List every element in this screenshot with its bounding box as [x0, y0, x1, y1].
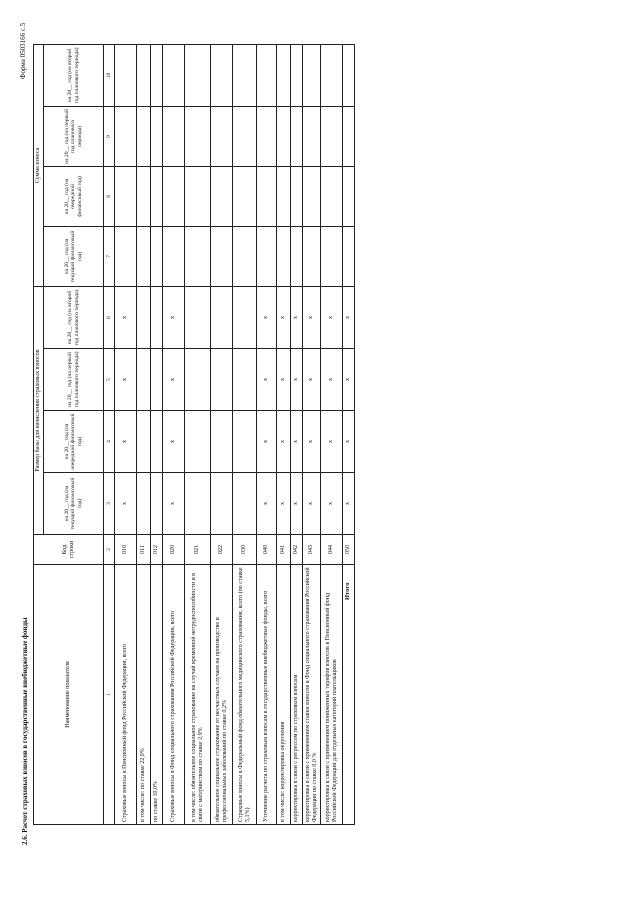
- base-cell: х: [291, 349, 303, 411]
- form-number: Форма 0503166 с.5: [19, 22, 27, 79]
- column-number: 4: [104, 411, 115, 473]
- base-cell: [233, 349, 257, 411]
- sum-cell: [211, 44, 233, 106]
- sum-cell: [163, 227, 185, 287]
- column-number: 5: [104, 349, 115, 411]
- header-sum-current: на 20__ год (на текущий финансовый год): [44, 227, 104, 287]
- sum-cell: [291, 227, 303, 287]
- row-name: в том числе: обязательное социальное страхование на случай временной нетрудоспособности и в связи с материнством по ставке 2,9%: [185, 565, 211, 825]
- row-code: 021: [185, 535, 211, 565]
- row-code: 041: [277, 535, 291, 565]
- base-cell: х: [257, 411, 277, 473]
- base-cell: [151, 349, 163, 411]
- sum-cell: [291, 167, 303, 227]
- base-cell: [151, 287, 163, 349]
- table-row: [151, 44, 163, 824]
- sum-cell: [303, 107, 321, 167]
- base-cell: х: [277, 473, 291, 535]
- sum-cell: [151, 107, 163, 167]
- row-code: 042: [291, 535, 303, 565]
- base-cell: х: [163, 473, 185, 535]
- base-cell: х: [343, 349, 355, 411]
- base-cell: х: [303, 287, 321, 349]
- table-body: [115, 44, 355, 824]
- column-number: 10: [104, 44, 115, 106]
- base-cell: [211, 411, 233, 473]
- sum-cell: [277, 44, 291, 106]
- row-name: по ставке 10,0%: [151, 565, 163, 825]
- row-name: в том числе: по ставке 22,0%: [137, 565, 151, 825]
- base-cell: х: [163, 287, 185, 349]
- base-cell: [185, 287, 211, 349]
- row-code: 030: [233, 535, 257, 565]
- table-row: [137, 44, 151, 824]
- base-cell: х: [115, 287, 137, 349]
- base-cell: [233, 287, 257, 349]
- sum-cell: [321, 167, 343, 227]
- header-base-second: на 20__ год (на второй год планового периода): [44, 287, 104, 349]
- base-cell: х: [303, 349, 321, 411]
- sum-cell: [151, 44, 163, 106]
- column-number: 8: [104, 167, 115, 227]
- sum-cell: [277, 107, 291, 167]
- sum-cell: [321, 227, 343, 287]
- sum-cell: [185, 107, 211, 167]
- sum-cell: [185, 167, 211, 227]
- header-sum-second: на 20__ год (на второй год планового периода): [44, 44, 104, 106]
- base-cell: х: [163, 411, 185, 473]
- base-cell: [137, 287, 151, 349]
- header-base-current: на 20__ год (на текущий финансовый год): [44, 473, 104, 535]
- base-cell: х: [257, 349, 277, 411]
- base-cell: х: [115, 349, 137, 411]
- sum-cell: [343, 44, 355, 106]
- base-cell: х: [343, 287, 355, 349]
- table-row: [163, 44, 185, 824]
- row-code: 040: [257, 535, 277, 565]
- header-name: Наименование показателя: [34, 565, 104, 825]
- base-cell: х: [277, 349, 291, 411]
- base-cell: х: [291, 411, 303, 473]
- table-row: [343, 44, 355, 824]
- base-cell: х: [257, 473, 277, 535]
- sum-cell: [185, 44, 211, 106]
- base-cell: х: [303, 411, 321, 473]
- column-number: 7: [104, 227, 115, 287]
- base-cell: [137, 473, 151, 535]
- row-name: Уточнение расчета по страховым взносам в государственные внебюджетные фонды, всего: [257, 565, 277, 825]
- table-row: [303, 44, 321, 824]
- sum-cell: [115, 227, 137, 287]
- row-code: 020: [163, 535, 185, 565]
- column-number: 9: [104, 107, 115, 167]
- column-number: 1: [104, 565, 115, 825]
- sum-cell: [257, 44, 277, 106]
- table-row: [211, 44, 233, 824]
- sum-cell: [137, 227, 151, 287]
- sum-cell: [277, 167, 291, 227]
- table-row: [291, 44, 303, 824]
- sum-cell: [163, 44, 185, 106]
- header-sum-group: Сумма взноса: [34, 44, 44, 286]
- base-cell: х: [291, 287, 303, 349]
- base-cell: х: [277, 287, 291, 349]
- table-row: [321, 44, 343, 824]
- sum-cell: [257, 167, 277, 227]
- sum-cell: [233, 107, 257, 167]
- base-cell: х: [343, 473, 355, 535]
- row-name: Страховые взносы в Пенсионный фонд Российской Федерации, всего: [115, 565, 137, 825]
- base-cell: х: [343, 411, 355, 473]
- row-name: Страховые взносы в Федеральный фонд обязательного медицинского страхования, всего (по ставке 5,1%): [233, 565, 257, 825]
- sum-cell: [211, 167, 233, 227]
- sum-cell: [291, 107, 303, 167]
- header-sum-next: на 20__ год (на очередной финансовый год): [44, 167, 104, 227]
- base-cell: [233, 411, 257, 473]
- total-label: Итого: [344, 582, 351, 600]
- sum-cell: [137, 167, 151, 227]
- base-cell: [137, 349, 151, 411]
- row-name: корректировка в связи с применением пониженных тарифов взносов в Пенсионный фонд Российской Федерации для отдельных категорий плательщиков: [321, 565, 343, 825]
- table-row: [257, 44, 277, 824]
- row-name: Страховые взносы в Фонд социального страхования Российской Федерации, всего: [163, 565, 185, 825]
- sum-cell: [343, 227, 355, 287]
- header-base-first: на 20__ год (на первый год планового периода): [44, 349, 104, 411]
- table-row: [115, 44, 137, 824]
- sum-cell: [163, 107, 185, 167]
- table-row: [277, 44, 291, 824]
- base-cell: х: [163, 349, 185, 411]
- base-cell: [211, 287, 233, 349]
- row-code: 010: [115, 535, 137, 565]
- base-cell: х: [321, 473, 343, 535]
- base-cell: х: [257, 287, 277, 349]
- sum-cell: [321, 44, 343, 106]
- base-cell: [211, 349, 233, 411]
- base-cell: [151, 411, 163, 473]
- row-code: 044: [321, 535, 343, 565]
- row-code: 050: [343, 535, 355, 565]
- base-cell: х: [291, 473, 303, 535]
- sum-cell: [343, 107, 355, 167]
- sum-cell: [185, 227, 211, 287]
- base-cell: [211, 473, 233, 535]
- sum-cell: [137, 107, 151, 167]
- sum-cell: [291, 44, 303, 106]
- row-code: 022: [211, 535, 233, 565]
- row-name: [343, 565, 355, 825]
- sum-cell: [321, 107, 343, 167]
- sum-cell: [277, 227, 291, 287]
- base-cell: [151, 473, 163, 535]
- header-base-next: на 20__ год (на очередной финансовый год): [44, 411, 104, 473]
- sum-cell: [233, 227, 257, 287]
- base-cell: х: [303, 473, 321, 535]
- sum-cell: [151, 167, 163, 227]
- base-cell: х: [115, 473, 137, 535]
- base-cell: х: [277, 411, 291, 473]
- sum-cell: [137, 44, 151, 106]
- sum-cell: [257, 227, 277, 287]
- sum-cell: [211, 227, 233, 287]
- base-cell: [233, 473, 257, 535]
- column-number: 2: [104, 535, 115, 565]
- sum-cell: [115, 167, 137, 227]
- sum-cell: [115, 44, 137, 106]
- column-number: 3: [104, 473, 115, 535]
- column-number: 6: [104, 287, 115, 349]
- sum-cell: [343, 167, 355, 227]
- row-name: корректировка в связи с регрессом по страховым взносам: [291, 565, 303, 825]
- base-cell: х: [115, 411, 137, 473]
- sum-cell: [233, 167, 257, 227]
- row-code: 012: [151, 535, 163, 565]
- sum-cell: [115, 107, 137, 167]
- row-code: 043: [303, 535, 321, 565]
- row-code: 011: [137, 535, 151, 565]
- header-code: Код строки: [34, 535, 104, 565]
- row-name: обязательное социальное страхование от несчастных случаев на производстве и профессиональных заболеваний по ставке 0,2%: [211, 565, 233, 825]
- base-cell: х: [321, 349, 343, 411]
- base-cell: [185, 473, 211, 535]
- sum-cell: [303, 167, 321, 227]
- header-sum-first: на 20__ год (на первый год планового периода): [44, 107, 104, 167]
- base-cell: х: [321, 287, 343, 349]
- contributions-table: [33, 44, 355, 825]
- sum-cell: [303, 227, 321, 287]
- sum-cell: [151, 227, 163, 287]
- table-row: [185, 44, 211, 824]
- section-title: 2.6. Расчет страховых взносов в государственные внебюджетные фонды: [21, 617, 29, 845]
- sum-cell: [303, 44, 321, 106]
- sum-cell: [163, 167, 185, 227]
- base-cell: [137, 411, 151, 473]
- sum-cell: [233, 44, 257, 106]
- base-cell: [185, 349, 211, 411]
- row-name: в том числе: корректировка округления: [277, 565, 291, 825]
- table-row: [233, 44, 257, 824]
- sum-cell: [211, 107, 233, 167]
- base-cell: х: [321, 411, 343, 473]
- header-base-group: Размер базы для начисления страховых взносов: [34, 287, 44, 535]
- sum-cell: [257, 107, 277, 167]
- base-cell: [185, 411, 211, 473]
- row-name: корректировка в связи с применением ставки взносов в Фонд социального страхования Российской Федерации по ставке 0,0 %: [303, 565, 321, 825]
